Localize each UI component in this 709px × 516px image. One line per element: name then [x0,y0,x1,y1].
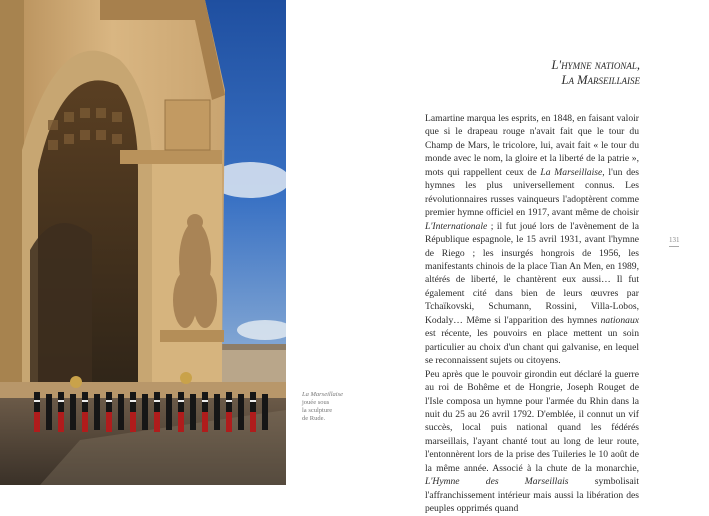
caption-line: de Rude. [302,415,326,422]
caption-title: La Marseillaise [302,391,343,398]
paragraph [425,368,639,516]
text-run: , l'un des hymnes les plus universellement connus. Les révolutionnaires russes vainqueurs l'adoptèrent comme premier hymne officiel en 1917, avant même de choisir [425,166,639,219]
arc-de-triomphe-photo [0,0,286,485]
text-run-italic: L'Internationale [425,220,488,232]
paragraph [425,112,639,368]
text-run-italic: nationaux [600,314,639,326]
text-run: symbolisait l'affranchissement intérieur mais aussi la libération des peuples opprimés quand [425,476,639,515]
body-text [425,112,639,516]
caption-line: jouée sous [302,399,330,406]
chapter-heading [551,58,640,87]
text-run-italic: La Marseillaise [540,166,603,178]
text-run-italic: L'Hymne des Marseillais [425,476,569,488]
heading-line-2: La Marseillaise [561,72,640,87]
text-run: est récente, les pouvoirs en place mettent un soin particulier au choix d'un chant qui galvanise, en lequel se reconnaissent sujets ou citoyens. [425,328,639,367]
text-run: Peu après que le pouvoir girondin eut déclaré la guerre au roi de Bohême et de Hongrie, Joseph Rouget de l'Isle composa un hymne pour l'armée du Rhin dans la nuit du 25 au 26 avril 1792. D'emblée, il connut un vif succès, local puis national quand les fédérés marseillais, l'ayant chanté tout au long de leur route, l'entonnèrent lors de la prise des Tuileries le 10 août de la même année. Associé à la chute de la monarchie, [425,368,639,474]
text-run: Lamartine marqua les esprits, en 1848, en faisant valoir que si le drapeau rouge n'avait fait que le tour du Champ de Mars, le tricolore, lui, avait fait « le tour du monde avec le nom, la gloire et la liberté de la patrie », mots qui rappellent ceux de [425,113,639,178]
page-number: 131 [669,236,680,244]
photo-caption [302,391,362,423]
heading-line-1: L'hymne national, [551,58,640,72]
page-number-rule [669,246,679,247]
text-run: ; il fut joué lors de l'avènement de la République espagnole, le 15 avril 1931, avant l'hymne de Riego ; les insurgés hongrois de 1956, les manifestants chinois de la place Tian An Men, en 1989, altérés de liberté, le chantèrent eux aussi… Il fut également cité dans bien de leurs œuvres par Tchaïkovski, Schumann, Rossini, Villa-Lobos, Kodaly… Même si l'apparition des hymnes [425,220,639,326]
caption-line: la sculpture [302,407,333,414]
